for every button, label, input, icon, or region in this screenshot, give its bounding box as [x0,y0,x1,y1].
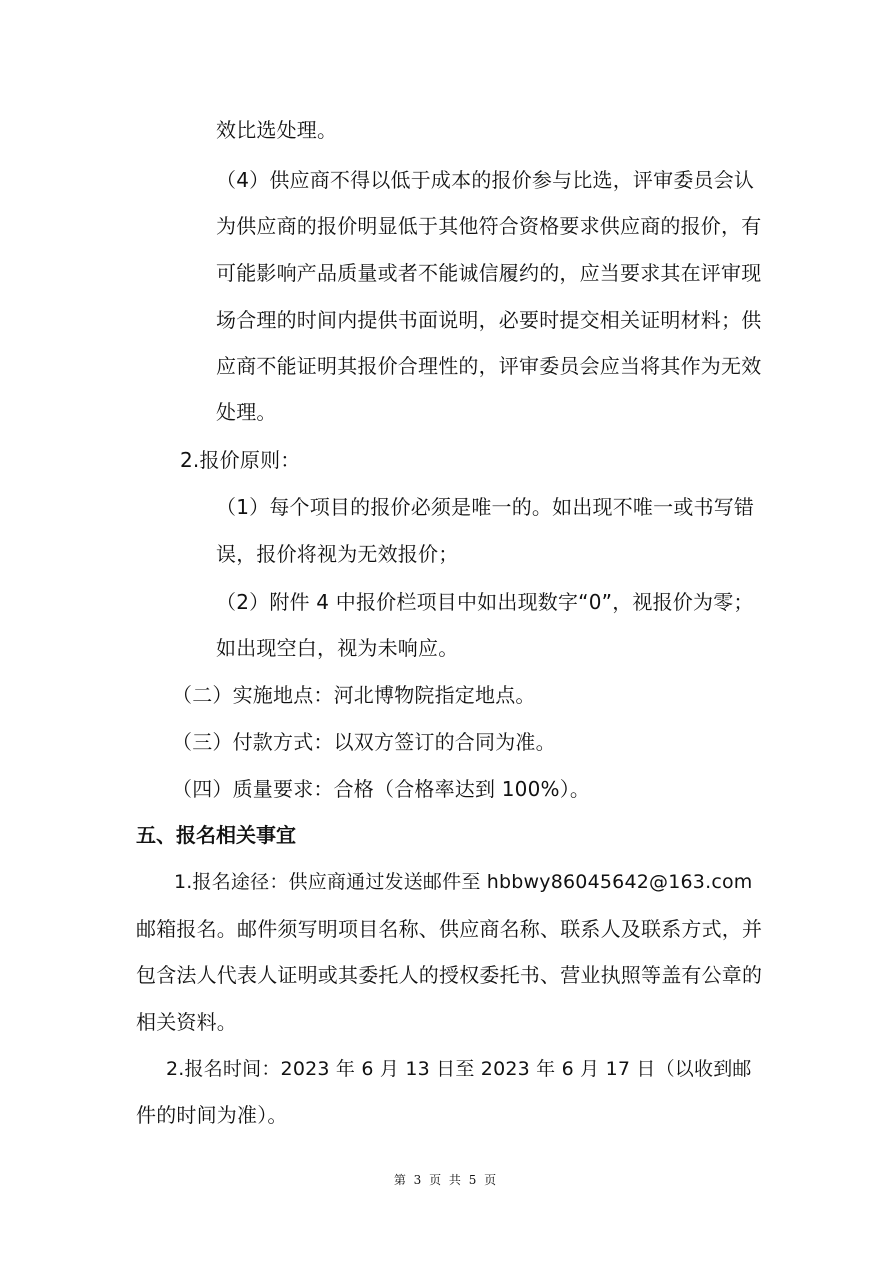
text-line: （二）实施地点：河北博物院指定地点。 [172,683,536,707]
text-line: 2.报价原则： [180,448,301,472]
text-line: 效比选处理。 [216,118,338,142]
text-line: 场合理的时间内提供书面说明，必要时提交相关证明材料；供 [216,308,762,332]
text-line: （4）供应商不得以低于成本的报价参与比选，评审委员会认 [216,168,755,192]
section-heading: 五、报名相关事宜 [136,823,296,847]
text-line: 可能影响产品质量或者不能诚信履约的，应当要求其在评审现 [216,261,762,285]
text-line: 邮箱报名。邮件须写明项目名称、供应商名称、联系人及联系方式，并 [136,917,763,941]
text-line: 误，报价将视为无效报价； [216,542,459,566]
text-line: （1）每个项目的报价必须是唯一的。如出现不唯一或书写错 [216,495,755,519]
text-line: 件的时间为准）。 [136,1103,288,1127]
text-line: （四）质量要求：合格（合格率达到 100%）。 [172,777,591,801]
text-line: 处理。 [216,400,277,424]
text-line: 2.报名时间：2023 年 6 月 13 日至 2023 年 6 月 17 日（以收到邮 [166,1058,752,1080]
page-footer: 第 3 页 共 5 页 [393,1173,499,1187]
text-line: （2）附件 4 中报价栏项目中如出现数字“0”，视报价为零； [216,590,754,614]
text-line: （三）付款方式：以双方签订的合同为准。 [172,730,556,754]
text-line: 应商不能证明其报价合理性的，评审委员会应当将其作为无效 [216,354,762,378]
text-line: 如出现空白，视为未响应。 [216,636,459,660]
text-line: 相关资料。 [136,1010,237,1034]
text-line: 1.报名途径：供应商通过发送邮件至 hbbwy86045642@163.com [174,871,753,893]
text-line: 为供应商的报价明显低于其他符合资格要求供应商的报价，有 [216,214,762,238]
text-line: 包含法人代表人证明或其委托人的授权委托书、营业执照等盖有公章的 [136,963,763,987]
